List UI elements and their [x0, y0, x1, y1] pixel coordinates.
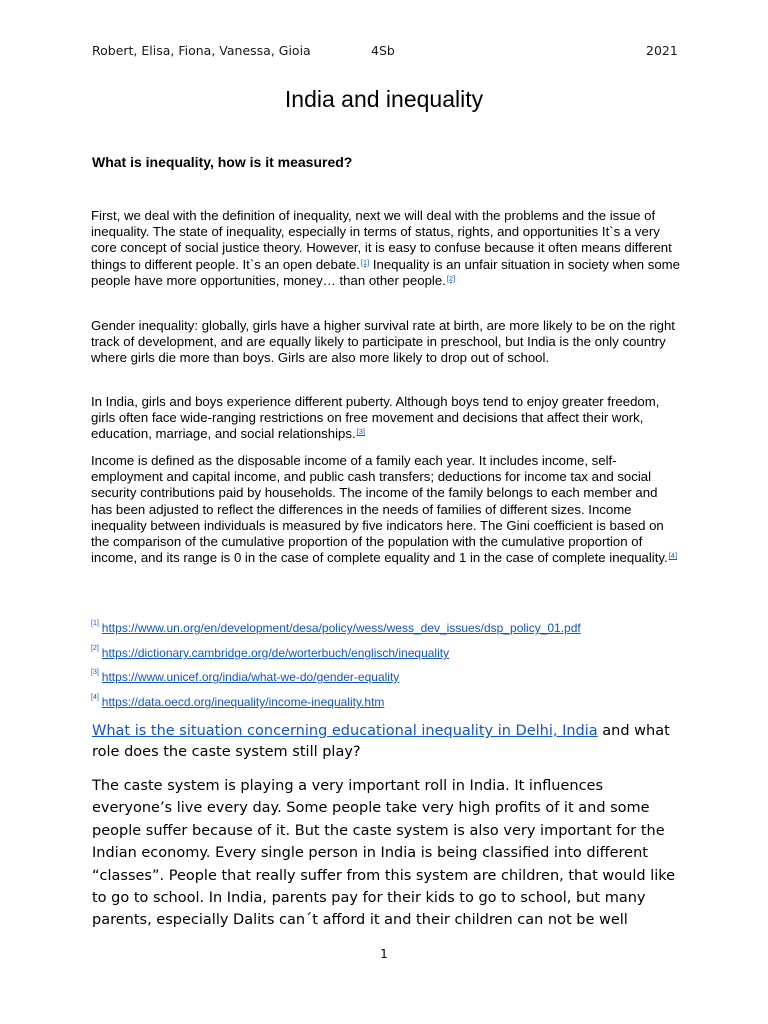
footnote-link[interactable]: https://www.un.org/en/development/desa/policy/wess/wess_dev_issues/dsp_policy_01.pdf — [101, 621, 581, 635]
paragraph-text: First, we deal with the definition of inequality, next we will deal with the problems and the issue of inequality. The state of inequality, especially in terms of status, rights, and opportunities It`s a very core concept of social justice theory. However, it is easy to confuse because it often means different things to different people. It`s an open debate. — [91, 208, 672, 272]
footnote-number: [4] — [91, 694, 99, 701]
header-year: 2021 — [646, 43, 678, 58]
footnote-number: [2] — [91, 645, 99, 652]
footnote-1 — [91, 621, 581, 635]
paragraph-text: In India, girls and boys experience different puberty. Although boys tend to enjoy greater freedom, girls often face wide-ranging restrictions on free movement and decisions that affect their work, education, marriage, and social relationships. — [91, 394, 660, 442]
footnote-ref-3[interactable]: [3] — [356, 427, 365, 437]
section-heading-text: and what role does the caste system still play? — [92, 723, 670, 760]
section-question: What is inequality, how is it measured? — [92, 154, 353, 170]
footnote-link[interactable]: https://data.oecd.org/inequality/income-inequality.htm — [101, 695, 385, 709]
footnote-4 — [91, 695, 384, 709]
document-title: India and inequality — [284, 86, 484, 112]
paragraph-gender-inequality: Gender inequality: globally, girls have a higher survival rate at birth, are more likely to be on the right track of development, and are equally likely to participate in preschool, but India is the only country where girls die more than boys. Girls are also more likely to drop out of school. — [91, 318, 675, 366]
footnote-3 — [91, 670, 399, 684]
paragraph-definition — [91, 208, 681, 289]
paragraph-caste-system: The caste system is playing a very important roll in India. It influences everyone’s live every day. Some people take very high profits of it and some people suffer because of it. But the caste system is also very important for the Indian economy. Every single person in India is being classified into different “classes”. People that really suffer from this system are children, that would like to go to school. In India, parents pay for their kids to go to school, but many parents, especially Dalits can´t afford it and their children can not be well — [92, 778, 676, 929]
footnote-number: [3] — [91, 669, 99, 676]
section-heading-caste — [92, 721, 682, 763]
footnote-ref-2[interactable]: [2] — [446, 273, 456, 283]
paragraph-text: Inequality is an unfair situation in society when some people have more opportunities, money… than other people. — [91, 256, 680, 288]
header-class: 4Sb — [371, 43, 395, 58]
footnote-link[interactable]: https://dictionary.cambridge.org/de/worterbuch/englisch/inequality — [101, 646, 450, 660]
paragraph-puberty — [91, 394, 681, 443]
header-authors: Robert, Elisa, Fiona, Vanessa, Gioia — [92, 43, 311, 58]
footnote-2 — [91, 646, 449, 660]
section-heading-link[interactable]: What is the situation concerning educational inequality in Delhi, India — [92, 723, 598, 739]
footnote-link[interactable]: https://www.unicef.org/india/what-we-do/gender-equality — [101, 670, 400, 684]
footnote-ref-1[interactable]: [1] — [360, 257, 370, 267]
page-number: 1 — [380, 947, 388, 961]
paragraph-income — [91, 453, 681, 566]
footnote-ref-4[interactable]: [4] — [668, 551, 678, 561]
footnote-number: [1] — [91, 620, 99, 627]
paragraph-text: Income is defined as the disposable income of a family each year. It includes income, self-employment and capital income, and public cash transfers; deductions for income tax and social security contributions paid by households. The income of the family belongs to each member and has been adjusted to reflect the differences in the needs of families of different sizes. Income inequality between individuals is measured by five indicators here. The Gini coefficient is based on the comparison of the cumulative proportion of the population with the cumulative proportion of income, and its range is 0 in the case of complete equality and 1 in the case of complete inequality. — [91, 453, 668, 566]
